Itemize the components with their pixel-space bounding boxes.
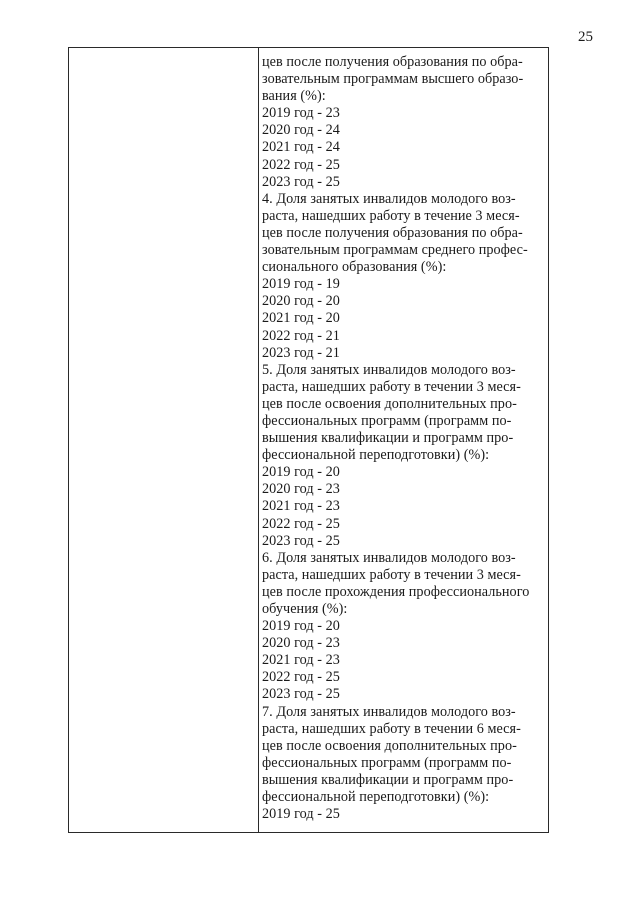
text-line: раста, нашедших работу в течении 3 меся-: [262, 378, 521, 395]
text-line: 2020 год - 23: [262, 635, 340, 652]
text-line: 6. Доля занятых инвалидов молодого воз-: [262, 549, 516, 566]
page-number: 25: [578, 29, 593, 45]
text-line: 2022 год - 25: [262, 515, 340, 532]
text-line: цев после прохождения профессионального: [262, 583, 530, 600]
text-line: раста, нашедших работу в течение 3 меся-: [262, 207, 520, 224]
text-line: 2019 год - 23: [262, 105, 340, 122]
text-line: 2023 год - 25: [262, 173, 340, 190]
text-line: цев после освоения дополнительных про-: [262, 737, 517, 754]
text-line: вания (%):: [262, 88, 326, 105]
text-line: 2022 год - 25: [262, 156, 340, 173]
text-line: 2021 год - 24: [262, 139, 340, 156]
text-line: фессиональных программ (программ по-: [262, 754, 512, 771]
text-line: 2019 год - 25: [262, 806, 340, 823]
text-line: 2019 год - 19: [262, 276, 340, 293]
text-line: 7. Доля занятых инвалидов молодого воз-: [262, 703, 516, 720]
text-line: раста, нашедших работу в течении 3 меся-: [262, 566, 521, 583]
text-line: 5. Доля занятых инвалидов молодого воз-: [262, 361, 516, 378]
text-line: 2021 год - 23: [262, 498, 340, 515]
text-line: сионального образования (%):: [262, 259, 447, 276]
indicator-table: [68, 47, 549, 833]
text-line: 2020 год - 23: [262, 481, 340, 498]
text-line: 2019 год - 20: [262, 464, 340, 481]
text-line: 2019 год - 20: [262, 618, 340, 635]
text-line: 2022 год - 21: [262, 327, 340, 344]
text-line: зовательным программам высшего образо-: [262, 71, 524, 88]
text-line: вышения квалификации и программ про-: [262, 771, 514, 788]
text-line: 2023 год - 21: [262, 344, 340, 361]
text-line: 2021 год - 20: [262, 310, 340, 327]
table-right-cell: [262, 54, 548, 823]
table-left-cell: [69, 48, 258, 832]
text-line: раста, нашедших работу в течении 6 меся-: [262, 720, 521, 737]
text-line: фессиональной переподготовки) (%):: [262, 789, 490, 806]
text-line: 4. Доля занятых инвалидов молодого воз-: [262, 190, 516, 207]
text-line: вышения квалификации и программ про-: [262, 430, 514, 447]
text-line: цев после получения образования по обра-: [262, 224, 523, 241]
column-divider: [258, 48, 259, 832]
text-line: 2021 год - 23: [262, 652, 340, 669]
text-line: 2020 год - 24: [262, 122, 340, 139]
text-line: 2023 год - 25: [262, 532, 340, 549]
text-line: обучения (%):: [262, 601, 348, 617]
text-line: 2023 год - 25: [262, 686, 340, 703]
text-line: 2022 год - 25: [262, 669, 340, 686]
text-line: зовательным программам среднего профес-: [262, 242, 528, 259]
text-line: цев после получения образования по обра-: [262, 54, 523, 70]
text-line: фессиональных программ (программ по-: [262, 412, 512, 429]
text-line: фессиональной переподготовки) (%):: [262, 447, 490, 464]
text-line: цев после освоения дополнительных про-: [262, 395, 517, 412]
text-line: 2020 год - 20: [262, 293, 340, 310]
